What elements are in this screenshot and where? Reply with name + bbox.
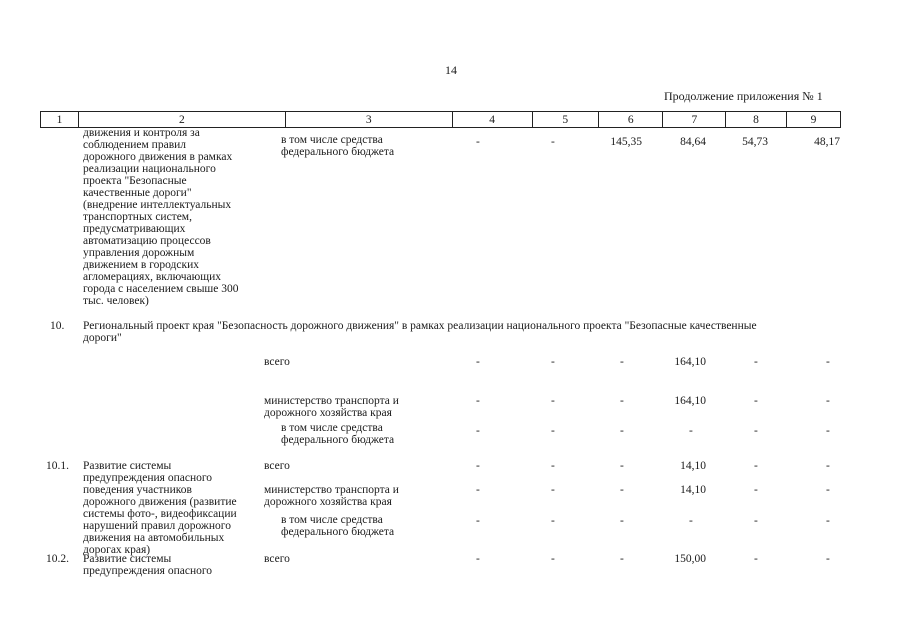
funding-source: всего: [264, 553, 290, 565]
cell-col6: -: [620, 553, 624, 565]
funding-source: в том числе средства федерального бюджета: [281, 134, 395, 158]
cell-col6: -: [620, 460, 624, 472]
cell-col5: -: [551, 425, 555, 437]
header-col-8: 8: [726, 112, 787, 127]
cell-col6: -: [620, 484, 624, 496]
cell-col8: -: [754, 425, 758, 437]
cell-col8: -: [754, 395, 758, 407]
cell-col9: -: [826, 515, 830, 527]
cell-col7: -: [689, 425, 693, 437]
cell-col6: -: [620, 515, 624, 527]
cell-col7: 14,10: [680, 484, 706, 496]
item-name: движения и контроля за соблюдением правил дорожного движения в рамках реализации национального проекта "Безопасные качественные дороги" (внедрение интеллектуальных транспортных систем, предусматривающих автоматизацию процессов управления дорожным движением в городских агломерациях, включающих города с населением свыше 300 тыс. человек): [83, 127, 239, 307]
cell-col6: -: [620, 356, 624, 368]
funding-source: министерство транспорта и дорожного хозяйства края: [264, 395, 399, 419]
cell-col9: -: [826, 395, 830, 407]
funding-source: министерство транспорта и дорожного хозяйства края: [264, 484, 399, 508]
header-col-5: 5: [533, 112, 599, 127]
cell-col5: -: [551, 460, 555, 472]
cell-col7: 164,10: [674, 356, 706, 368]
cell-col5: -: [551, 395, 555, 407]
cell-col9: -: [826, 460, 830, 472]
continuation-label: Продолжение приложения № 1: [664, 89, 823, 103]
header-col-2: 2: [79, 112, 286, 127]
page-number: 14: [445, 63, 457, 77]
header-col-3: 3: [286, 112, 453, 127]
cell-col4: -: [476, 460, 480, 472]
cell-col8: -: [754, 460, 758, 472]
cell-col9: -: [826, 425, 830, 437]
cell-col5: -: [551, 484, 555, 496]
cell-col8: -: [754, 356, 758, 368]
funding-source: всего: [264, 356, 290, 368]
cell-col5: -: [551, 553, 555, 565]
header-col-6: 6: [599, 112, 664, 127]
header-col-4: 4: [453, 112, 533, 127]
cell-col8: -: [754, 515, 758, 527]
cell-col7: 164,10: [674, 395, 706, 407]
funding-source: в том числе средства федерального бюджета: [281, 422, 395, 446]
section-number: 10.: [50, 320, 65, 332]
cell-col4: -: [476, 515, 480, 527]
header-col-7: 7: [663, 112, 726, 127]
cell-col4: -: [476, 553, 480, 565]
cell-col7: 150,00: [674, 553, 706, 565]
cell-col4: -: [476, 484, 480, 496]
cell-col9: -: [826, 356, 830, 368]
funding-source: всего: [264, 460, 290, 472]
cell-col9: -: [826, 553, 830, 565]
cell-col4: -: [476, 425, 480, 437]
cell-col8: 54,73: [742, 136, 768, 148]
cell-col4: -: [476, 356, 480, 368]
cell-col7: -: [689, 515, 693, 527]
cell-col5: -: [551, 136, 555, 148]
section-title: Региональный проект края "Безопасность дорожного движения" в рамках реализации национального проекта "Безопасные качественные дороги": [83, 320, 757, 344]
cell-col9: 48,17: [814, 136, 840, 148]
cell-col5: -: [551, 515, 555, 527]
cell-col7: 14,10: [680, 460, 706, 472]
cell-col6: -: [620, 395, 624, 407]
item-name: Развитие системы предупреждения опасного: [83, 553, 213, 577]
cell-col7: 84,64: [680, 136, 706, 148]
funding-source: в том числе средства федерального бюджета: [281, 514, 395, 538]
cell-col4: -: [476, 395, 480, 407]
cell-col8: -: [754, 484, 758, 496]
cell-col4: -: [476, 136, 480, 148]
subsection-number: 10.2.: [46, 553, 69, 565]
cell-col8: -: [754, 553, 758, 565]
table-header-row: [40, 111, 841, 128]
cell-col9: -: [826, 484, 830, 496]
cell-col5: -: [551, 356, 555, 368]
subsection-number: 10.1.: [46, 460, 69, 472]
header-col-9: 9: [810, 113, 817, 126]
item-name: Развитие системы предупреждения опасного поведения участников дорожного движения (развитие системы фото-, видеофиксации нарушений правил дорожного движения на автомобильных дорогах края): [83, 460, 237, 556]
cell-col6: -: [620, 425, 624, 437]
cell-col6: 145,35: [610, 136, 642, 148]
header-col-1: 1: [41, 112, 79, 127]
